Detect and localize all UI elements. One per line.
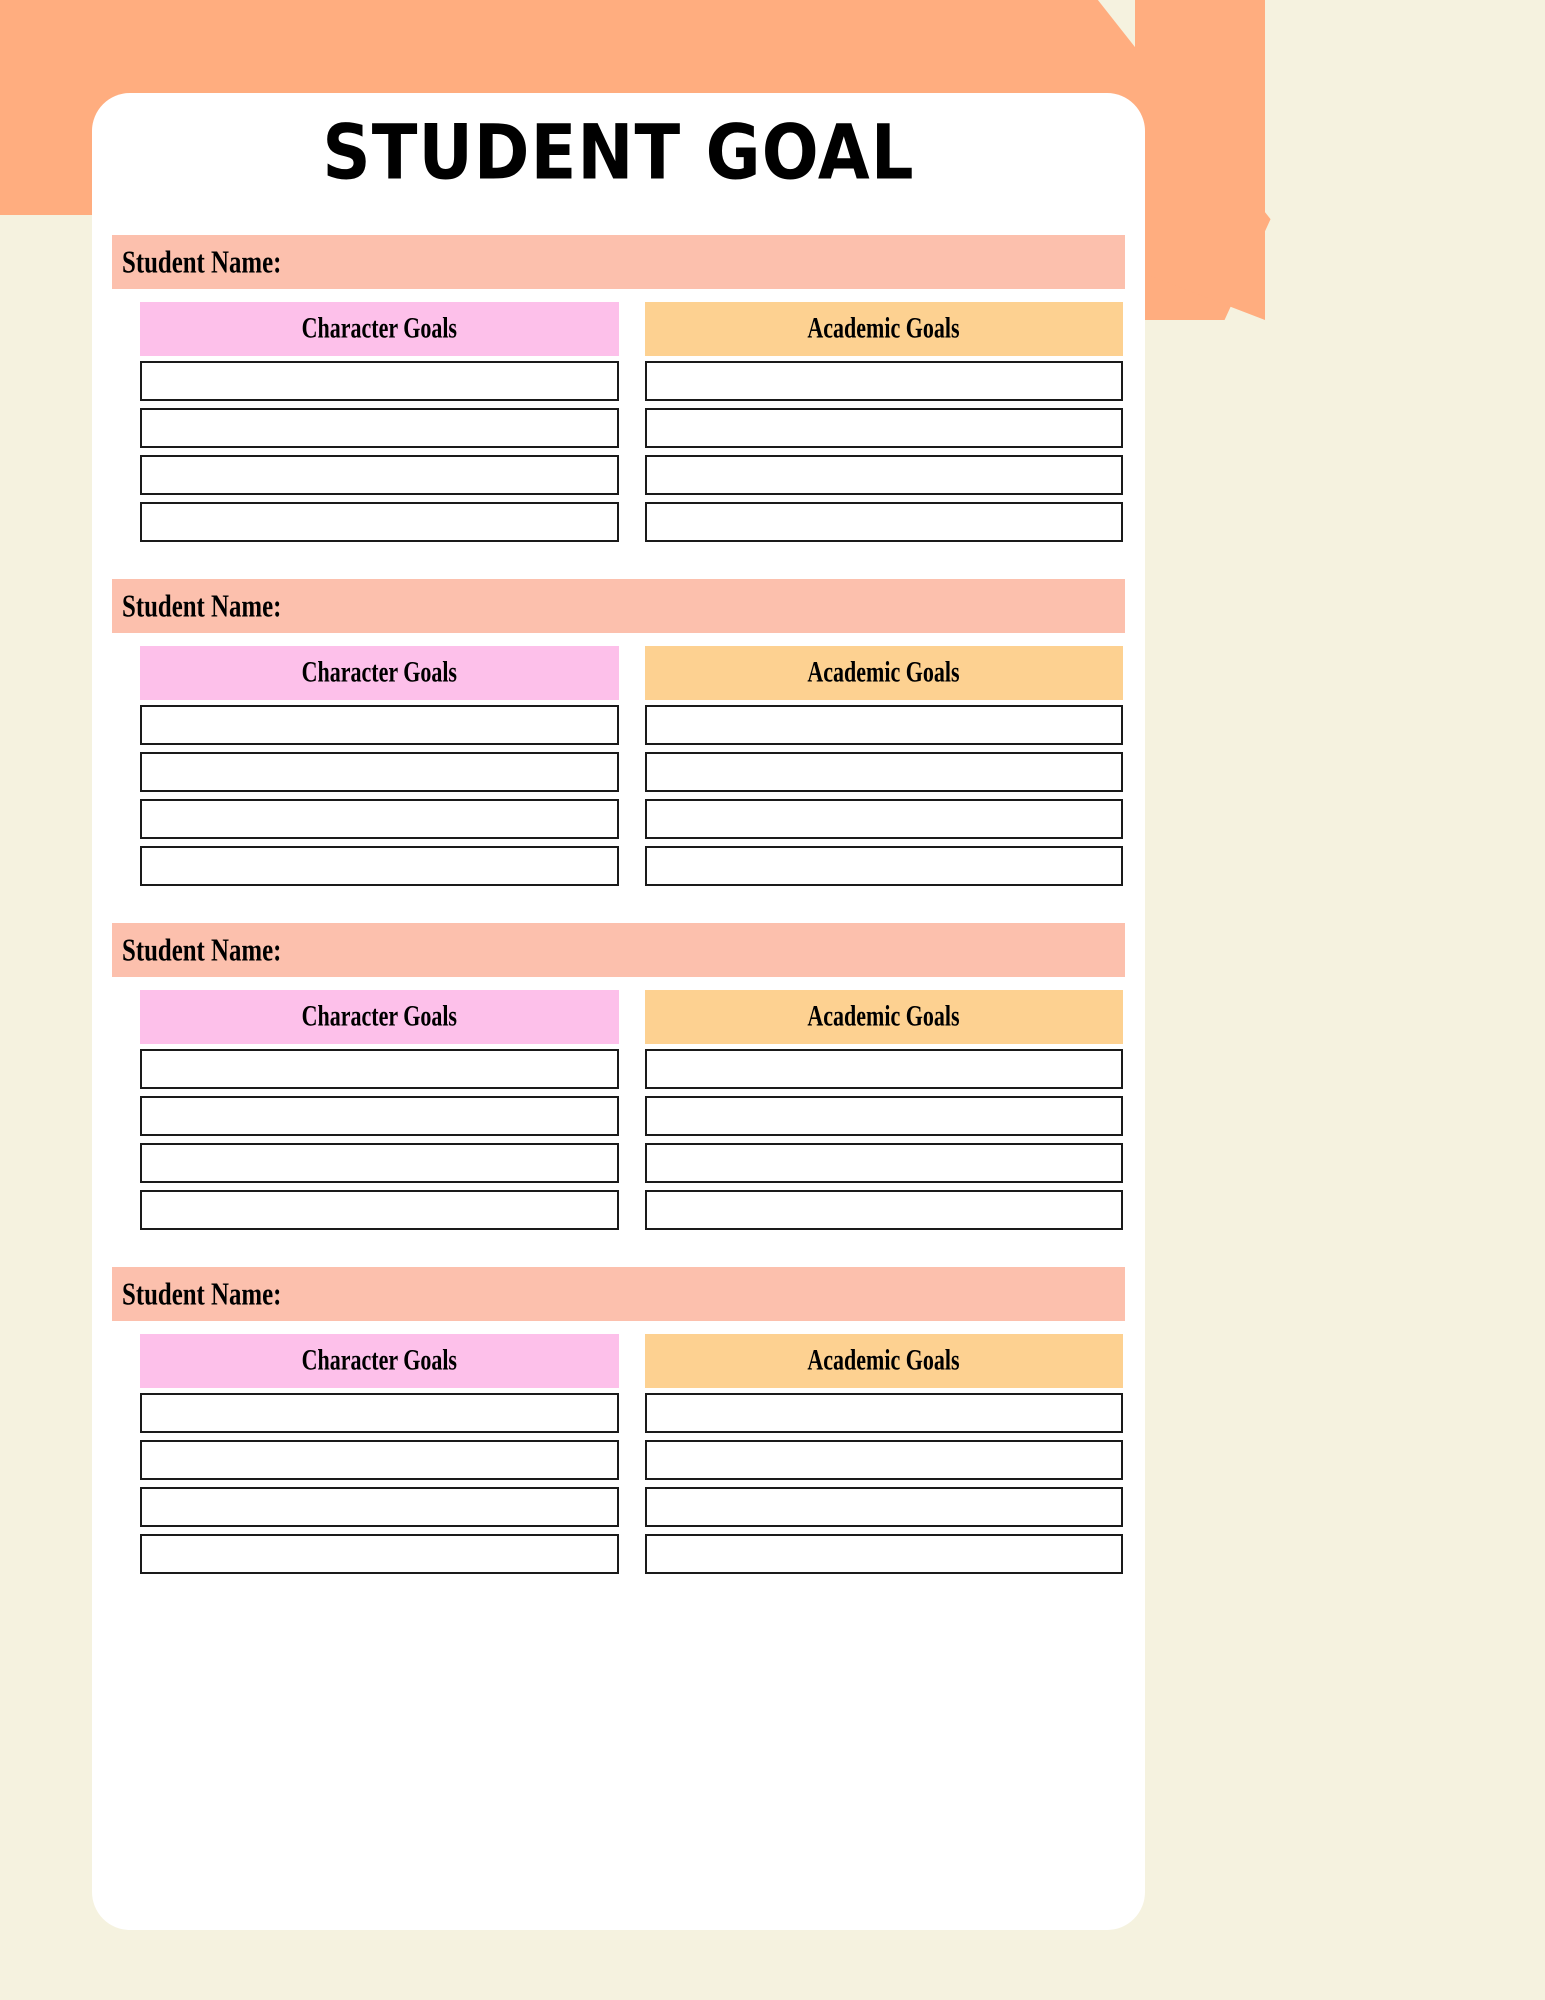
sections-container [92,235,1145,1574]
page-title: STUDENT GOAL [322,107,915,197]
student-name-field[interactable] [112,579,1125,633]
student-goal-section [92,235,1145,542]
character-goals-header [140,990,619,1044]
academic-goals-column [645,1334,1124,1574]
goal-entry-box[interactable] [645,361,1124,401]
goal-column-header-label: Character Goals [301,312,457,345]
character-goals-header [140,1334,619,1388]
goal-entry-box[interactable] [140,502,619,542]
goal-entry-box[interactable] [645,408,1124,448]
worksheet-card [92,93,1145,1930]
goal-entry-box[interactable] [140,1487,619,1527]
goal-entry-box[interactable] [645,1096,1124,1136]
goal-entry-box[interactable] [140,1049,619,1089]
goal-columns [140,302,1123,542]
character-goals-column [140,302,619,542]
student-name-label: Student Name: [122,588,282,623]
goal-entry-box[interactable] [140,1534,619,1574]
goal-entry-box[interactable] [645,455,1124,495]
character-goals-header [140,302,619,356]
goal-rows [645,705,1124,886]
goal-entry-box[interactable] [140,1143,619,1183]
student-name-field[interactable] [112,235,1125,289]
goal-entry-box[interactable] [140,846,619,886]
goal-rows [140,1393,619,1574]
character-goals-column [140,646,619,886]
goal-column-header-label: Character Goals [301,1344,457,1377]
academic-goals-header [645,1334,1124,1388]
goal-entry-box[interactable] [140,361,619,401]
section-spacer [92,542,1145,579]
academic-goals-header [645,646,1124,700]
student-goal-section [92,923,1145,1230]
goal-column-header-label: Character Goals [301,656,457,689]
student-name-label: Student Name: [122,1276,282,1311]
goal-column-header-label: Academic Goals [807,1344,960,1377]
goal-entry-box[interactable] [645,1534,1124,1574]
goal-entry-box[interactable] [140,1393,619,1433]
goal-entry-box[interactable] [140,752,619,792]
goal-entry-box[interactable] [140,1440,619,1480]
student-name-label: Student Name: [122,932,282,967]
goal-entry-box[interactable] [140,1190,619,1230]
academic-goals-header [645,990,1124,1044]
goal-rows [140,1049,619,1230]
goal-entry-box[interactable] [645,502,1124,542]
goal-entry-box[interactable] [140,1096,619,1136]
student-name-label: Student Name: [122,244,282,279]
character-goals-header [140,646,619,700]
goal-entry-box[interactable] [140,408,619,448]
academic-goals-column [645,646,1124,886]
goal-entry-box[interactable] [645,1049,1124,1089]
academic-goals-header [645,302,1124,356]
character-goals-column [140,1334,619,1574]
goal-entry-box[interactable] [140,455,619,495]
goal-rows [140,361,619,542]
goal-entry-box[interactable] [645,1143,1124,1183]
section-spacer [92,886,1145,923]
section-spacer [92,1230,1145,1267]
character-goals-column [140,990,619,1230]
goal-columns [140,1334,1123,1574]
goal-column-header-label: Academic Goals [807,312,960,345]
student-name-field[interactable] [112,923,1125,977]
student-goal-section [92,579,1145,886]
goal-entry-box[interactable] [645,705,1124,745]
goal-entry-box[interactable] [645,1487,1124,1527]
goal-entry-box[interactable] [140,705,619,745]
goal-rows [645,1049,1124,1230]
goal-column-header-label: Character Goals [301,1000,457,1033]
goal-entry-box[interactable] [140,799,619,839]
goal-entry-box[interactable] [645,1440,1124,1480]
goal-columns [140,646,1123,886]
goal-column-header-label: Academic Goals [807,1000,960,1033]
goal-rows [645,361,1124,542]
student-goal-section [92,1267,1145,1574]
academic-goals-column [645,990,1124,1230]
goal-entry-box[interactable] [645,1190,1124,1230]
student-name-field[interactable] [112,1267,1125,1321]
goal-entry-box[interactable] [645,752,1124,792]
goal-entry-box[interactable] [645,799,1124,839]
goal-entry-box[interactable] [645,1393,1124,1433]
goal-rows [645,1393,1124,1574]
goal-columns [140,990,1123,1230]
goal-rows [140,705,619,886]
goal-column-header-label: Academic Goals [807,656,960,689]
goal-entry-box[interactable] [645,846,1124,886]
academic-goals-column [645,302,1124,542]
